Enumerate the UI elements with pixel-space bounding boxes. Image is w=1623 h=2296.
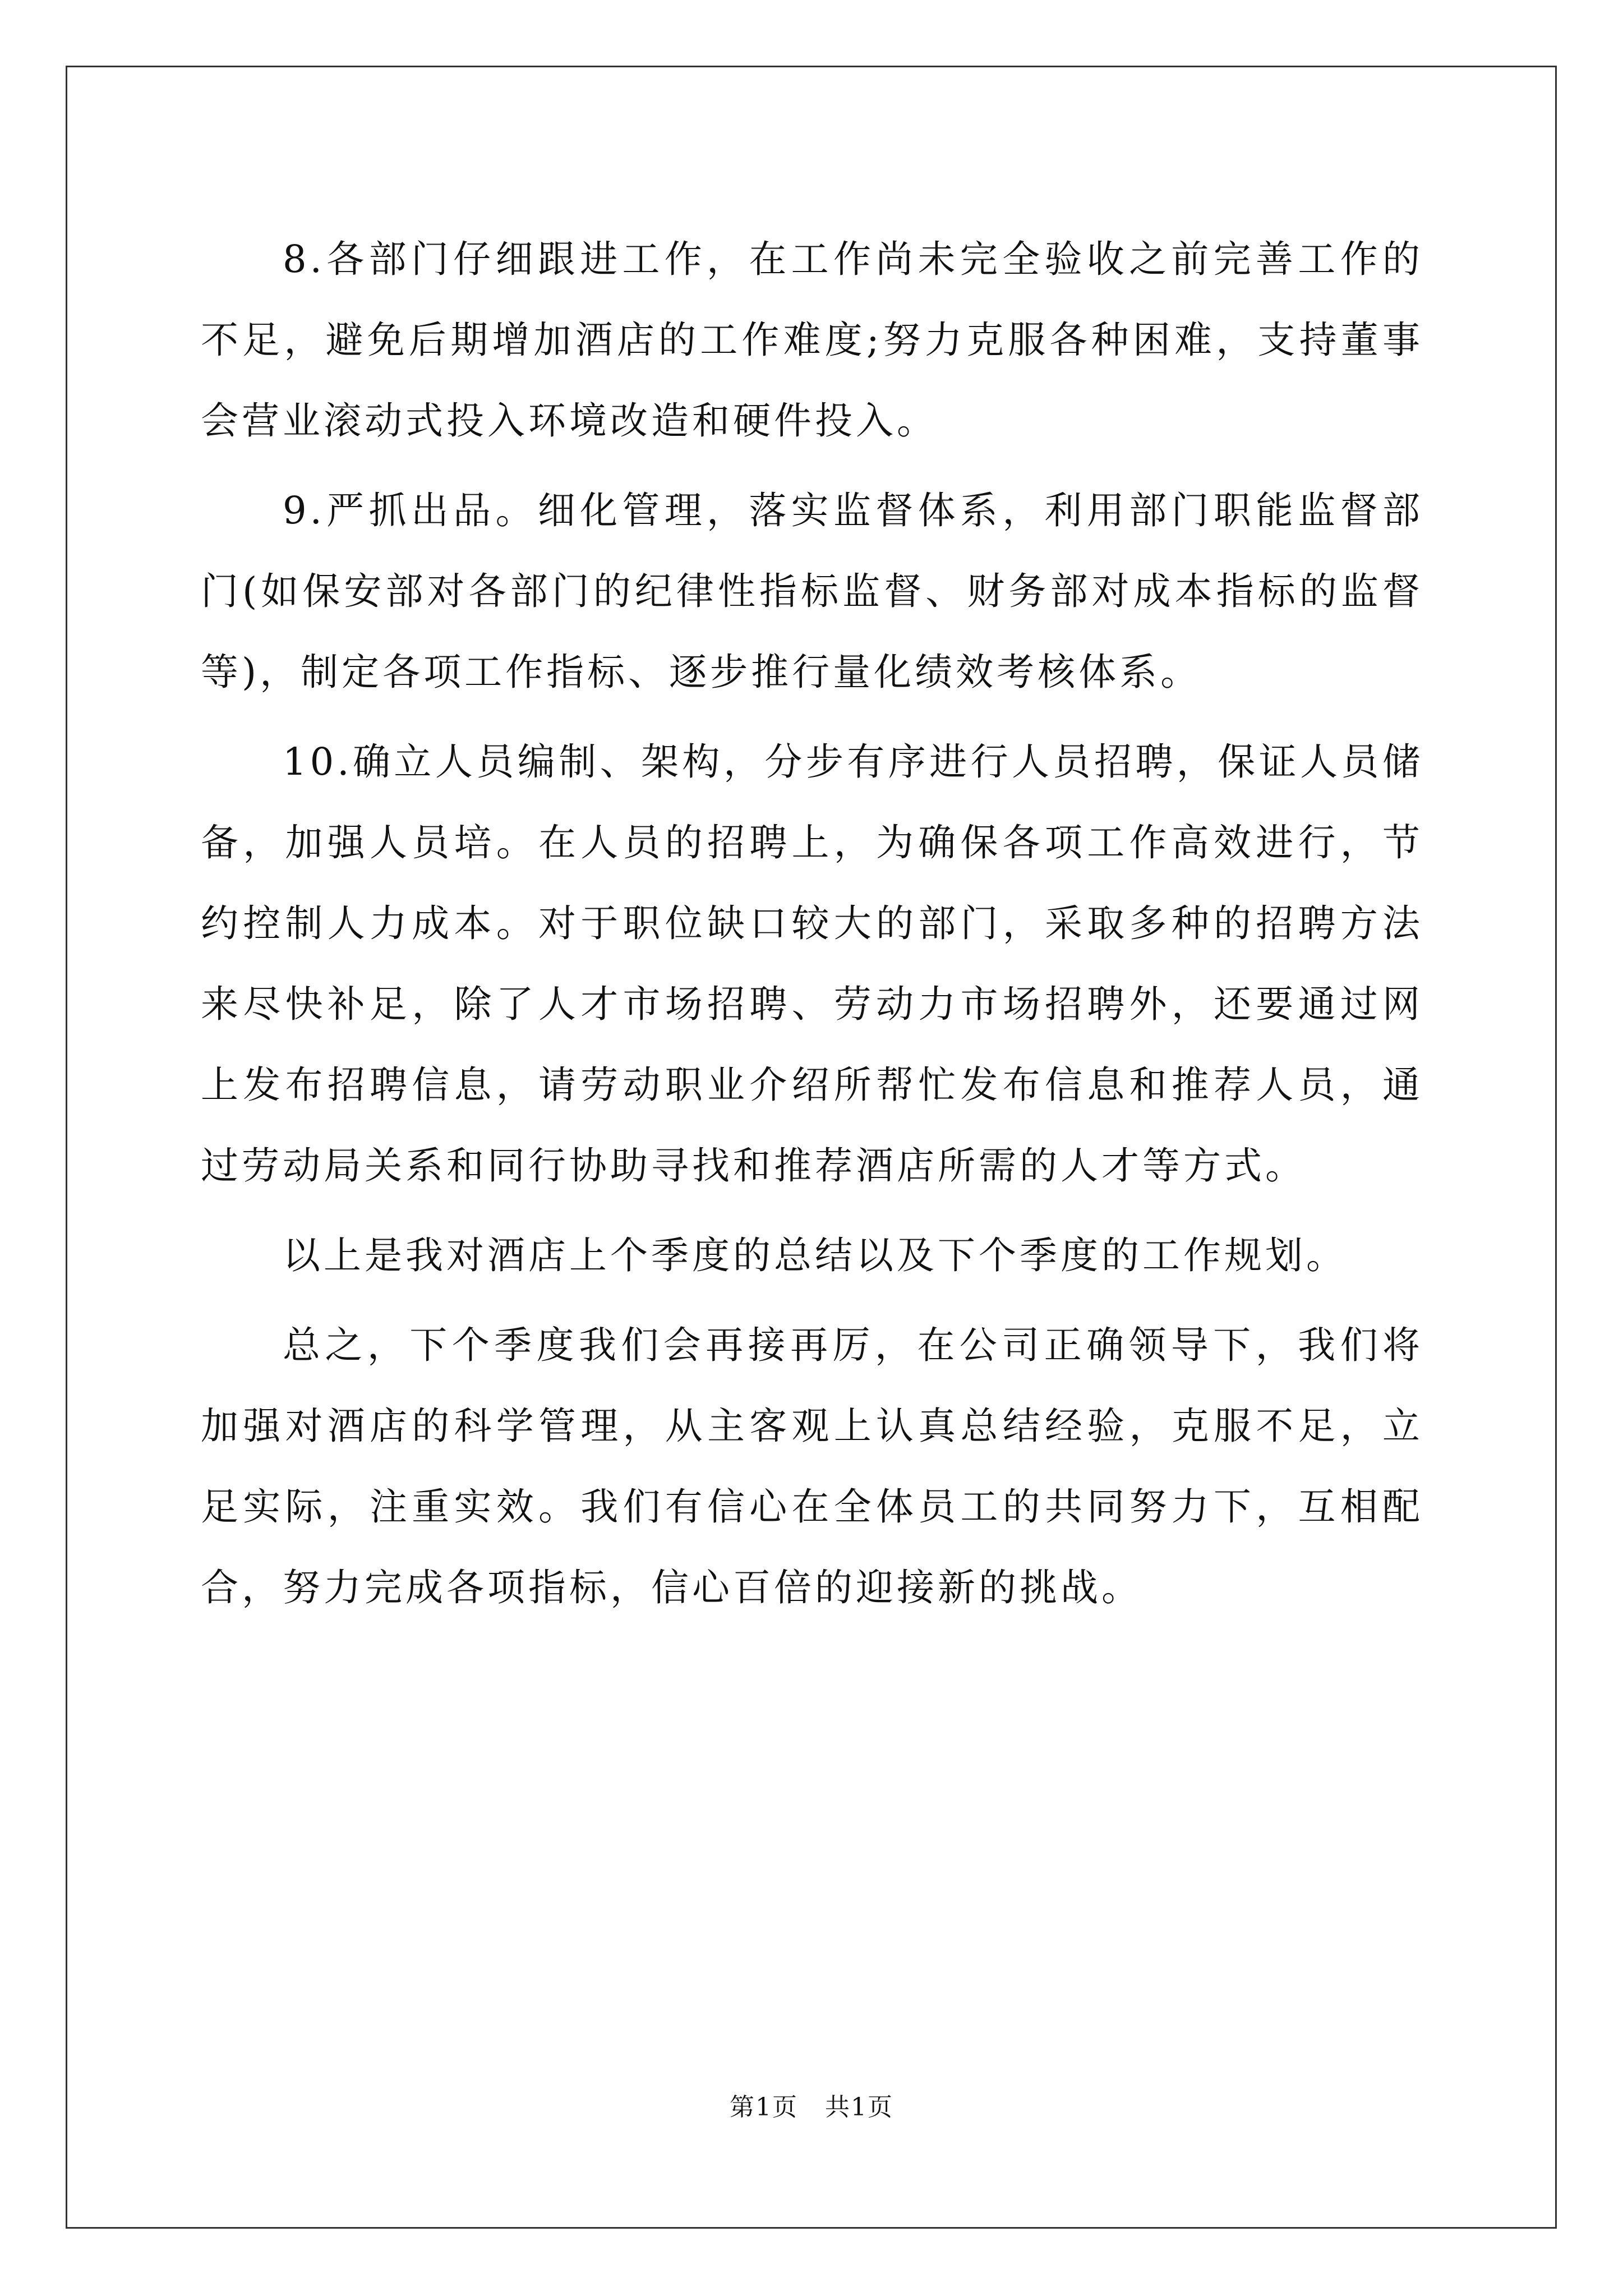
page-footer <box>0 2087 1623 2123</box>
paragraph-item-8: 8.各部门仔细跟进工作，在工作尚未完全验收之前完善工作的不足，避免后期增加酒店的工作难度;努力克服各种困难，支持董事会营业滚动式投入环境改造和硬件投入。 <box>201 237 1423 443</box>
paragraph-item-10: 10.确立人员编制、架构，分步有序进行人员招聘，保证人员储备，加强人员培。在人员的招聘上，为确保各项工作高效进行，节约控制人力成本。对于职位缺口较大的部门，采取多种的招聘方法来尽快补足，除了人才市场招聘、劳动力市场招聘外，还要通过网上发布招聘信息，请劳动职业介绍所帮忙发布信息和推荐人员，通过劳动局关系和同行协助寻找和推荐酒店所需的人才等方式。 <box>201 740 1423 1188</box>
document-body <box>201 219 1423 1628</box>
paragraph-conclusion: 总之，下个季度我们会再接再厉，在公司正确领导下，我们将加强对酒店的科学管理，从主客观上认真总结经验，克服不足，立足实际，注重实效。我们有信心在全体员工的共同努力下，互相配合，努力完成各项指标，信心百倍的迎接新的挑战。 <box>201 1323 1423 1609</box>
page-number-current: 第1页 <box>730 2093 798 2122</box>
paragraph-summary: 以上是我对酒店上个季度的总结以及下个季度的工作规划。 <box>283 1234 1347 1277</box>
page-number-total: 共1页 <box>825 2093 893 2122</box>
paragraph-item-9: 9.严抓出品。细化管理，落实监督体系，利用部门职能监督部门(如保安部对各部门的纪律性指标监督、财务部对成本指标的监督等)，制定各项工作指标、逐步推行量化绩效考核体系。 <box>201 489 1423 694</box>
